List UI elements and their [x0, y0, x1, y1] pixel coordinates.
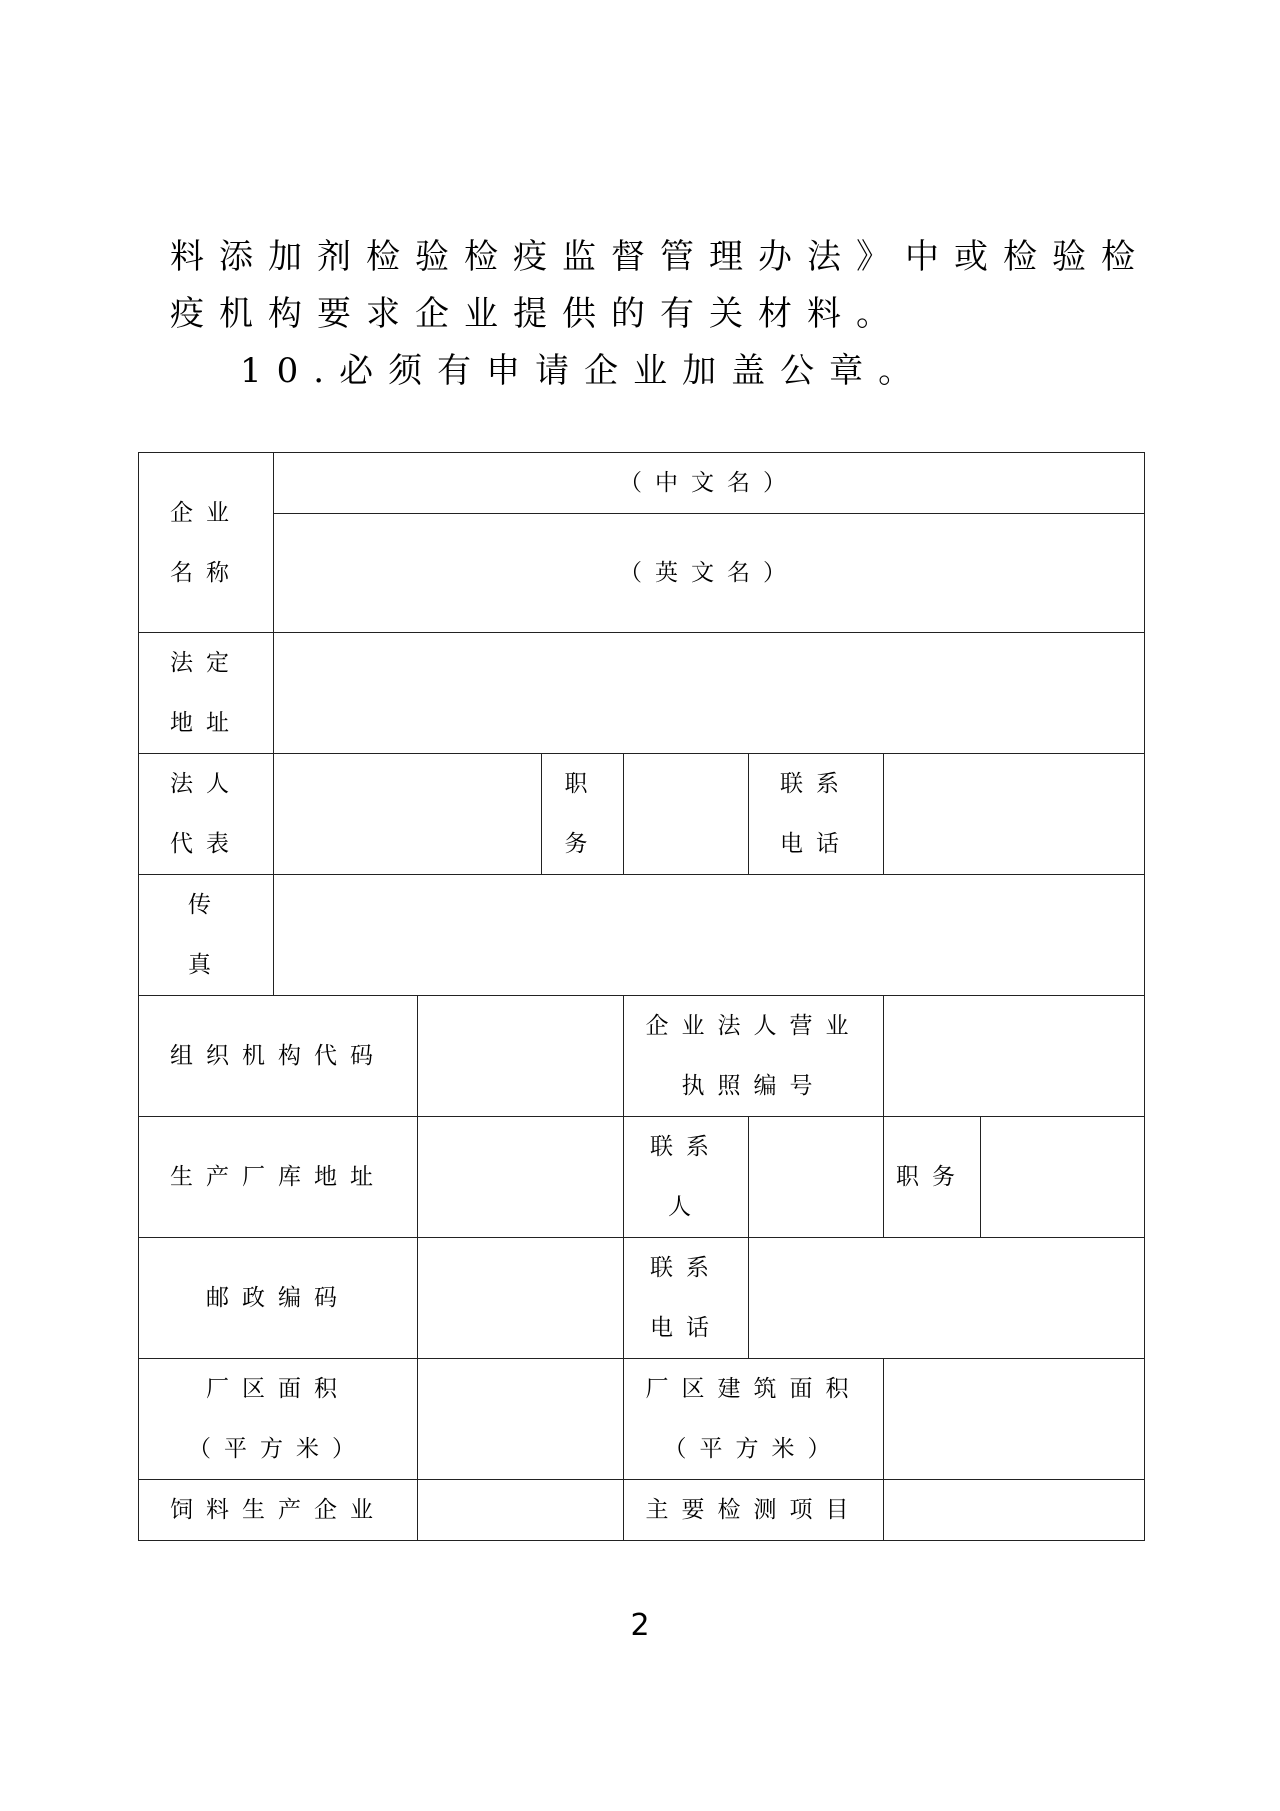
legal-rep-label: 法人代表 — [139, 754, 274, 875]
feed-company-label: 饲料生产企业 — [139, 1480, 418, 1541]
position-label-2: 职务 — [884, 1117, 981, 1238]
paragraph-line-2: 疫机构要求企业提供的有关材料。 — [170, 294, 905, 334]
position-field-2[interactable] — [981, 1117, 1145, 1238]
org-code-field[interactable] — [418, 996, 624, 1117]
test-items-label: 主要检测项目 — [624, 1480, 884, 1541]
paragraph-line-3: 10.必须有申请企业加盖公章。 — [240, 351, 928, 391]
postal-code-label: 邮政编码 — [139, 1238, 418, 1359]
contact-phone-field[interactable] — [749, 1238, 1145, 1359]
position-label: 职务 — [542, 754, 624, 875]
phone-label: 联系电话 — [749, 754, 884, 875]
feed-company-field[interactable] — [418, 1480, 624, 1541]
factory-address-label: 生产厂库地址 — [139, 1117, 418, 1238]
building-area-label: 厂区建筑面积 （平方米） — [624, 1359, 884, 1480]
license-field[interactable] — [884, 996, 1145, 1117]
factory-address-field[interactable] — [418, 1117, 624, 1238]
chinese-name-field[interactable]: （中文名） — [274, 453, 1145, 514]
contact-phone-label: 联系电话 — [624, 1238, 749, 1359]
paragraph-line-1: 料添加剂检验检疫监督管理办法》中或检验检 — [170, 237, 1150, 277]
phone-field[interactable] — [884, 754, 1145, 875]
fax-label: 传真 — [139, 875, 274, 996]
page-number: 2 — [630, 1608, 650, 1643]
legal-rep-field[interactable] — [274, 754, 542, 875]
building-area-field[interactable] — [884, 1359, 1145, 1480]
contact-label: 联系人 — [624, 1117, 749, 1238]
company-name-label: 企业名称 — [139, 453, 274, 633]
application-form-table — [138, 452, 1145, 1541]
org-code-label: 组织机构代码 — [139, 996, 418, 1117]
legal-address-label: 法定地址 — [139, 633, 274, 754]
legal-address-field[interactable] — [274, 633, 1145, 754]
english-name-field[interactable]: （英文名） — [274, 514, 1145, 633]
fax-field[interactable] — [274, 875, 1145, 996]
contact-field[interactable] — [749, 1117, 884, 1238]
postal-code-field[interactable] — [418, 1238, 624, 1359]
license-label: 企业法人营业执照编号 — [624, 996, 884, 1117]
plant-area-label: 厂区面积 （平方米） — [139, 1359, 418, 1480]
test-items-field[interactable] — [884, 1480, 1145, 1541]
plant-area-field[interactable] — [418, 1359, 624, 1480]
position-field[interactable] — [624, 754, 749, 875]
